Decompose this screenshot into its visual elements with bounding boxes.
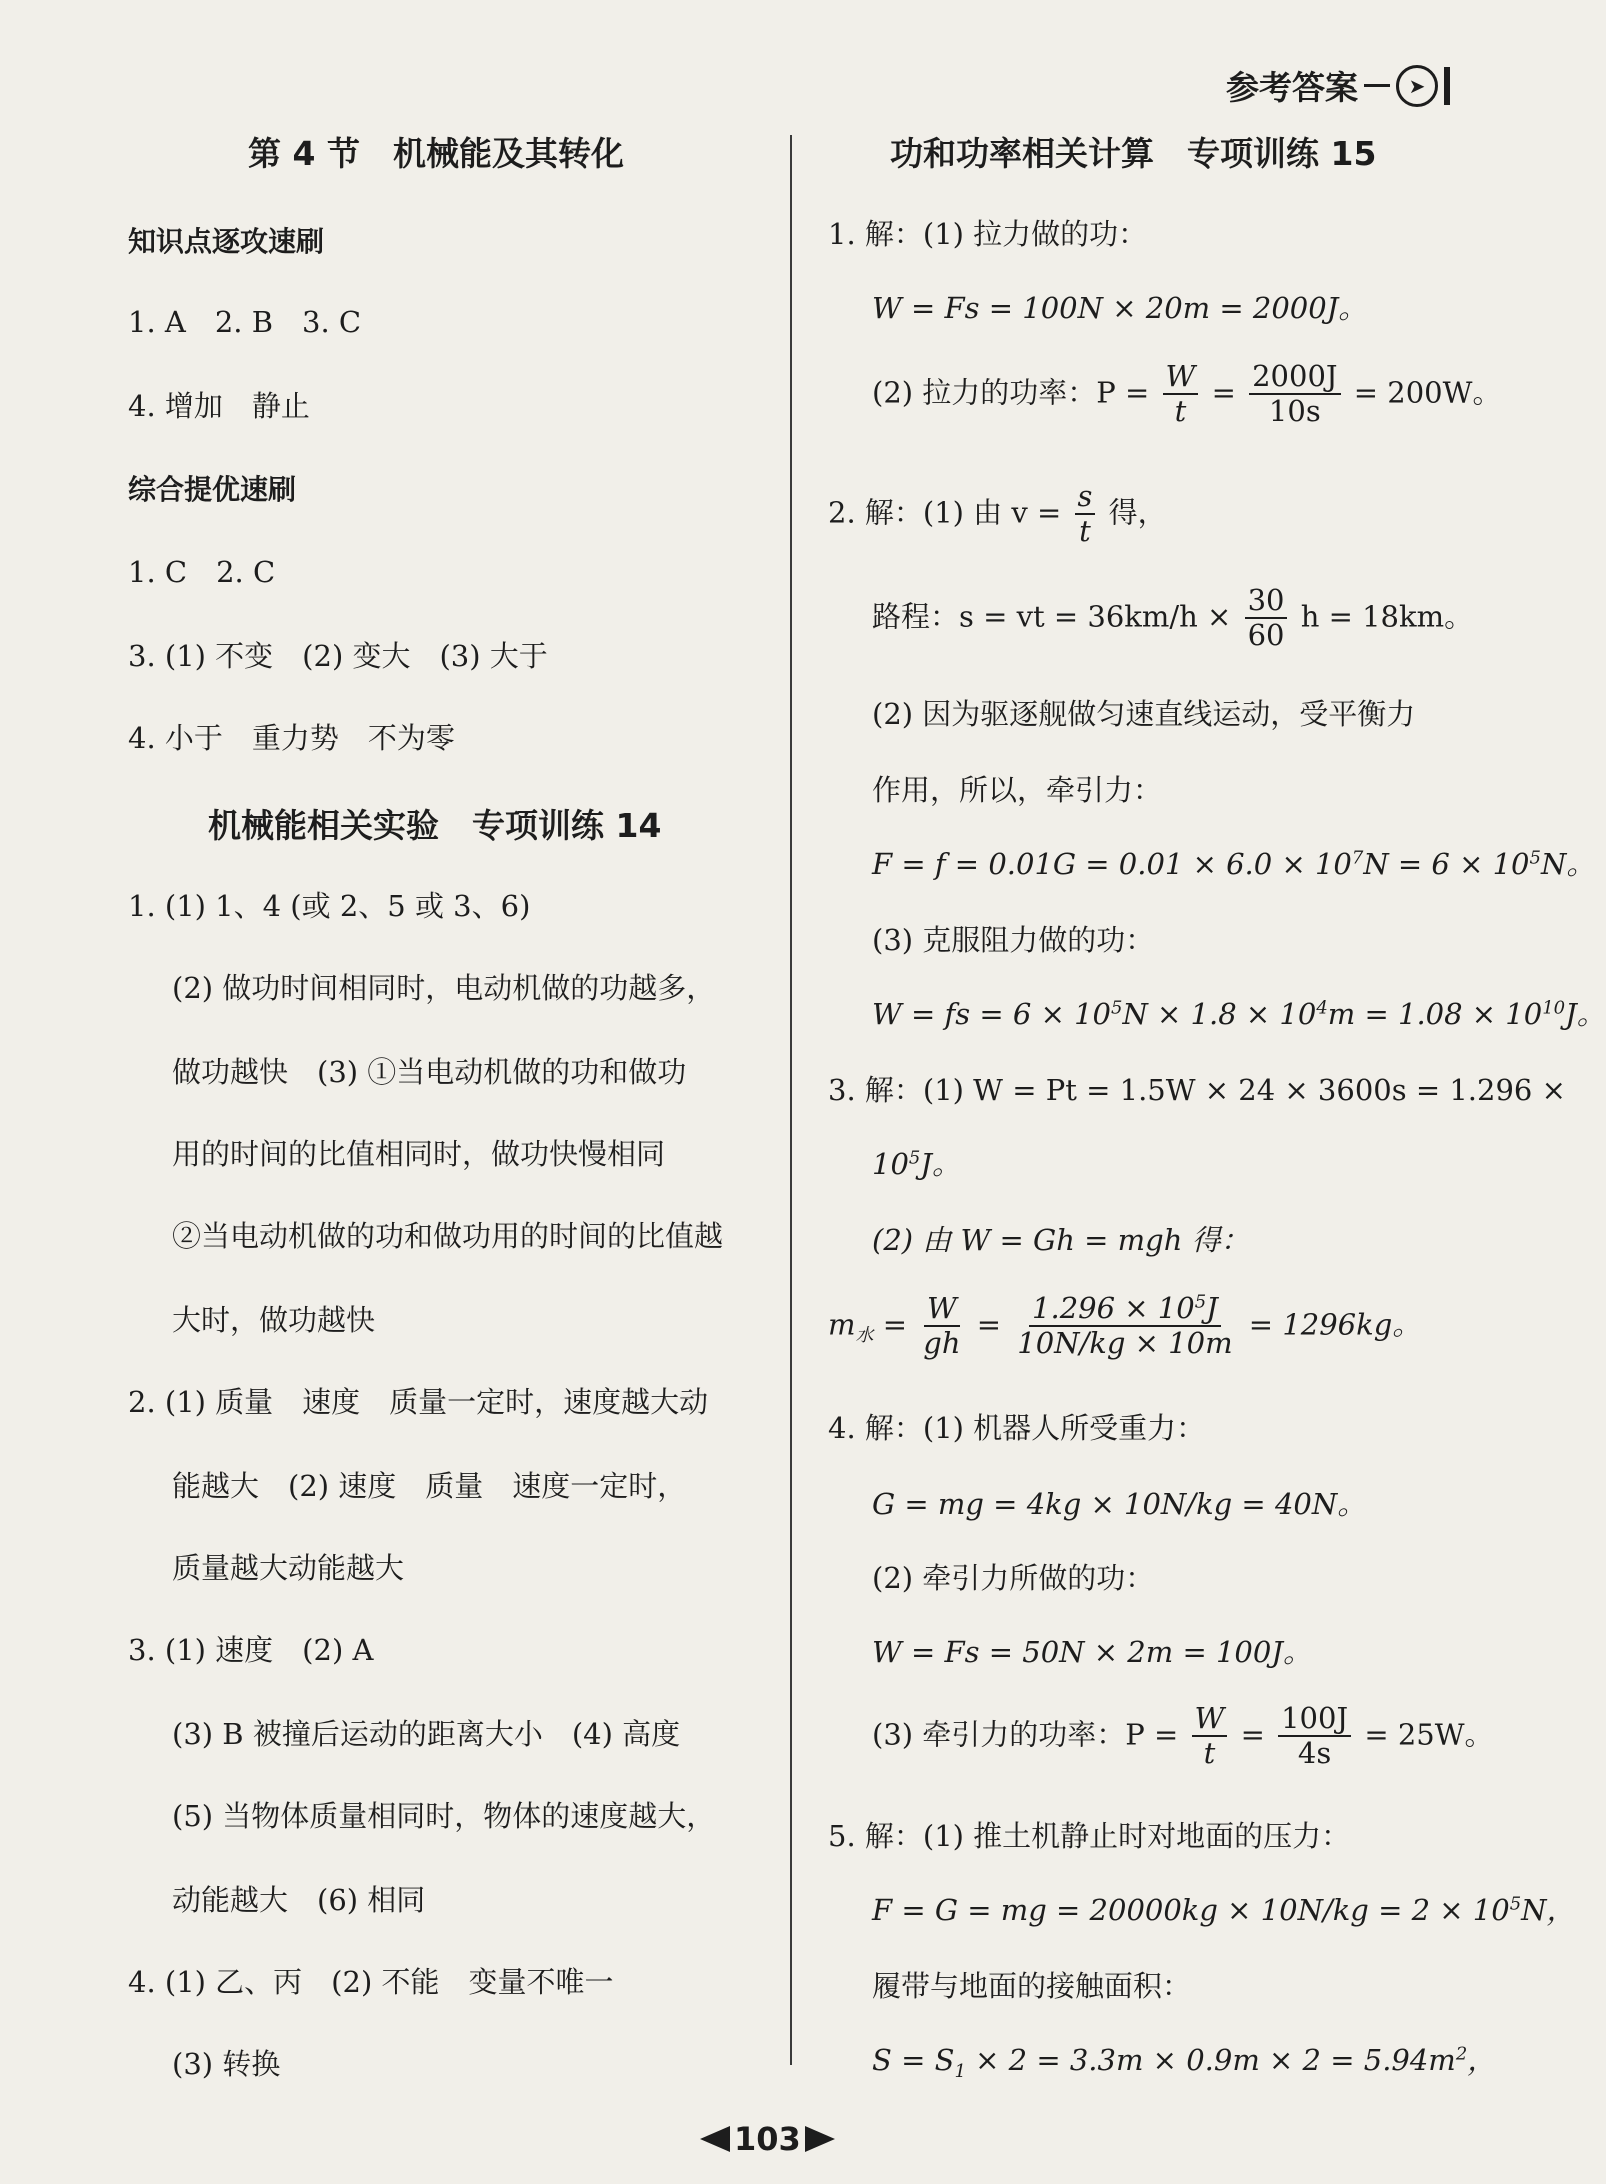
eq-text: m = 1.08 × 10 xyxy=(1327,997,1543,1031)
fraction xyxy=(1192,1702,1228,1771)
exponent: 5 xyxy=(1194,1291,1207,1313)
eq-text: F = G = mg = 20000kg × 10N/kg = 2 × 10 xyxy=(872,1893,1510,1927)
answer-line: (3) B 被撞后运动的距离大小 (4) 高度 xyxy=(172,1717,681,1751)
header-dash xyxy=(1364,84,1390,87)
eq-text: = xyxy=(1211,375,1236,410)
eq-text: J。 xyxy=(920,1147,961,1181)
fraction xyxy=(1014,1292,1235,1361)
equation-line: W = Fs = 100N × 20m = 2000J。 xyxy=(872,291,1368,325)
fraction-denominator: t xyxy=(1174,394,1187,429)
fraction-numerator: 30 xyxy=(1245,584,1288,619)
solution-line: 1. 解：(1) 拉力做的功： xyxy=(828,217,1148,251)
answer-line: 动能越大 (6) 相同 xyxy=(172,1883,426,1917)
page-number: 103 xyxy=(734,2120,801,2158)
solution-line: (2) 由 W = Gh = mgh 得： xyxy=(872,1223,1250,1257)
fraction-denominator: 10s xyxy=(1268,394,1321,429)
answer-line: (2) 做功时间相同时，电动机做的功越多， xyxy=(172,971,716,1005)
section-title: 第 4 节 机械能及其转化 xyxy=(248,134,624,173)
answer-line: 3. (1) 速度 (2) A xyxy=(128,1633,374,1667)
fraction-denominator: 60 xyxy=(1247,618,1285,653)
answer-line: 用的时间的比值相同时，做功快慢相同 xyxy=(172,1137,666,1171)
section-title: 机械能相关实验 专项训练 14 xyxy=(208,806,662,845)
fraction xyxy=(1278,1702,1351,1771)
answer-line: 能越大 (2) 速度 质量 速度一定时， xyxy=(172,1469,687,1503)
left-triangle-icon xyxy=(700,2126,730,2152)
eq-text: m xyxy=(828,1307,856,1342)
eq-text: 2. 解：(1) 由 v = xyxy=(828,495,1062,530)
eq-text: F = f = 0.01G = 0.01 × 6.0 × 10 xyxy=(872,847,1352,881)
eq-text: (2) 拉力的功率：P = xyxy=(872,375,1150,410)
eq-text: (3) 牵引力的功率：P = xyxy=(872,1717,1179,1752)
equation-line xyxy=(872,992,1606,1033)
equation-line xyxy=(872,842,1595,883)
eq-text: J。 xyxy=(1565,997,1606,1031)
equation-line xyxy=(872,1142,961,1183)
right-triangle-icon xyxy=(805,2126,835,2152)
subheading-knowledge: 知识点逐攻速刷 xyxy=(128,225,325,258)
equation-line: W = Fs = 50N × 2m = 100J。 xyxy=(872,1635,1312,1669)
solution-line xyxy=(828,480,1167,549)
eq-text: = xyxy=(1240,1717,1265,1752)
fraction xyxy=(1249,360,1340,429)
arrow-circle-icon: ➤ xyxy=(1396,65,1438,107)
answer-line: 1. A 2. B 3. C xyxy=(128,305,362,339)
answer-line: (3) 转换 xyxy=(172,2047,281,2081)
eq-text: 1.296 × 10 xyxy=(1032,1291,1195,1325)
eq-text: × 2 = 3.3m × 0.9m × 2 = 5.94m xyxy=(965,2043,1456,2077)
eq-text: N = 6 × 10 xyxy=(1363,847,1530,881)
fraction-numerator: 100J xyxy=(1278,1702,1351,1737)
answer-line: 大时，做功越快 xyxy=(172,1303,376,1337)
equation-line xyxy=(828,1292,1421,1361)
eq-text: J xyxy=(1206,1291,1218,1325)
answer-line: 做功越快 (3) ①当电动机做的功和做功 xyxy=(172,1055,687,1089)
equation-line xyxy=(872,1702,1494,1771)
answer-line: 3. (1) 不变 (2) 变大 (3) 大于 xyxy=(128,639,548,673)
solution-line: 3. 解：(1) W = Pt = 1.5W × 24 × 3600s = 1.296 × xyxy=(828,1073,1566,1107)
answer-line: 4. 小于 重力势 不为零 xyxy=(128,721,455,755)
eq-text: N × 1.8 × 10 xyxy=(1122,997,1317,1031)
fraction-denominator: t xyxy=(1203,1736,1216,1771)
equation-line xyxy=(872,584,1473,653)
solution-line: (3) 克服阻力做的功： xyxy=(872,923,1155,957)
section-title: 功和功率相关计算 专项训练 15 xyxy=(890,134,1377,173)
fraction-denominator: 10N/kg × 10m xyxy=(1017,1326,1233,1361)
eq-text: N， xyxy=(1521,1893,1576,1927)
fraction-numerator: W xyxy=(1192,1702,1228,1737)
exponent: 2 xyxy=(1455,2043,1468,2065)
fraction-numerator: W xyxy=(1163,360,1199,395)
answer-line: 质量越大动能越大 xyxy=(172,1551,405,1585)
fraction-numerator: 2000J xyxy=(1249,360,1340,395)
eq-text: = 200W。 xyxy=(1353,375,1502,410)
eq-text: N。 xyxy=(1540,847,1596,881)
eq-text: = xyxy=(882,1307,908,1342)
exponent: 5 xyxy=(1509,1893,1522,1915)
answer-line: 4. 增加 静止 xyxy=(128,389,310,423)
eq-text: h = 18km。 xyxy=(1300,599,1474,634)
eq-text: 路程：s = vt = 36km/h × xyxy=(872,599,1232,634)
solution-line: 5. 解：(1) 推土机静止时对地面的压力： xyxy=(828,1819,1351,1853)
fraction-denominator: 4s xyxy=(1297,1736,1332,1771)
solution-line: 4. 解：(1) 机器人所受重力： xyxy=(828,1411,1206,1445)
answer-line: (5) 当物体质量相同时，物体的速度越大， xyxy=(172,1799,716,1833)
fraction-numerator xyxy=(1029,1292,1221,1327)
solution-line: 履带与地面的接触面积： xyxy=(872,1969,1192,2003)
fraction xyxy=(920,1292,963,1361)
equation-line xyxy=(872,360,1501,429)
header-label: 参考答案 xyxy=(1226,68,1358,107)
eq-text: = 25W。 xyxy=(1364,1717,1494,1752)
equation-line xyxy=(872,1888,1576,1929)
answer-line: ②当电动机做的功和做功用的时间的比值越 xyxy=(172,1219,724,1253)
eq-text: 得， xyxy=(1108,495,1167,530)
header-bar-icon xyxy=(1444,67,1450,105)
exponent: 7 xyxy=(1351,847,1364,869)
exponent: 5 xyxy=(908,1147,921,1169)
fraction-denominator: gh xyxy=(923,1326,961,1361)
exponent: 5 xyxy=(1110,997,1123,1019)
solution-line: (2) 牵引力所做的功： xyxy=(872,1561,1155,1595)
fraction xyxy=(1163,360,1199,429)
subscript: 1 xyxy=(954,2060,966,2082)
exponent: 4 xyxy=(1316,997,1328,1019)
solution-line: 作用，所以，牵引力： xyxy=(872,773,1163,807)
fraction xyxy=(1075,480,1096,549)
eq-text: W = fs = 6 × 10 xyxy=(872,997,1111,1031)
eq-text: S = S xyxy=(872,2043,955,2077)
exponent: 5 xyxy=(1529,847,1541,869)
eq-text: 10 xyxy=(872,1147,909,1181)
eq-text: = 1296kg。 xyxy=(1248,1307,1422,1342)
subscript: 水 xyxy=(855,1325,874,1347)
fraction-numerator: W xyxy=(924,1292,960,1327)
equation-line: G = mg = 4kg × 10N/kg = 40N。 xyxy=(872,1487,1367,1521)
eq-text: = xyxy=(976,1307,1002,1342)
exponent: 10 xyxy=(1542,997,1566,1019)
column-divider xyxy=(790,135,792,2065)
fraction xyxy=(1245,584,1288,653)
eq-text: ， xyxy=(1467,2043,1497,2077)
answer-header xyxy=(1226,62,1450,109)
page-footer xyxy=(700,2120,835,2158)
answer-line: 1. C 2. C xyxy=(128,555,276,589)
fraction-numerator: s xyxy=(1075,480,1096,515)
equation-line xyxy=(872,2038,1496,2082)
answer-line: 1. (1) 1、4 (或 2、5 或 3、6) xyxy=(128,889,531,923)
answer-line: 2. (1) 质量 速度 质量一定时，速度越大动 xyxy=(128,1385,709,1419)
fraction-denominator: t xyxy=(1079,514,1091,549)
subheading-comprehensive: 综合提优速刷 xyxy=(128,473,297,506)
answer-line: 4. (1) 乙、丙 (2) 不能 变量不唯一 xyxy=(128,1965,614,1999)
solution-line: (2) 因为驱逐舰做匀速直线运动，受平衡力 xyxy=(872,697,1416,731)
